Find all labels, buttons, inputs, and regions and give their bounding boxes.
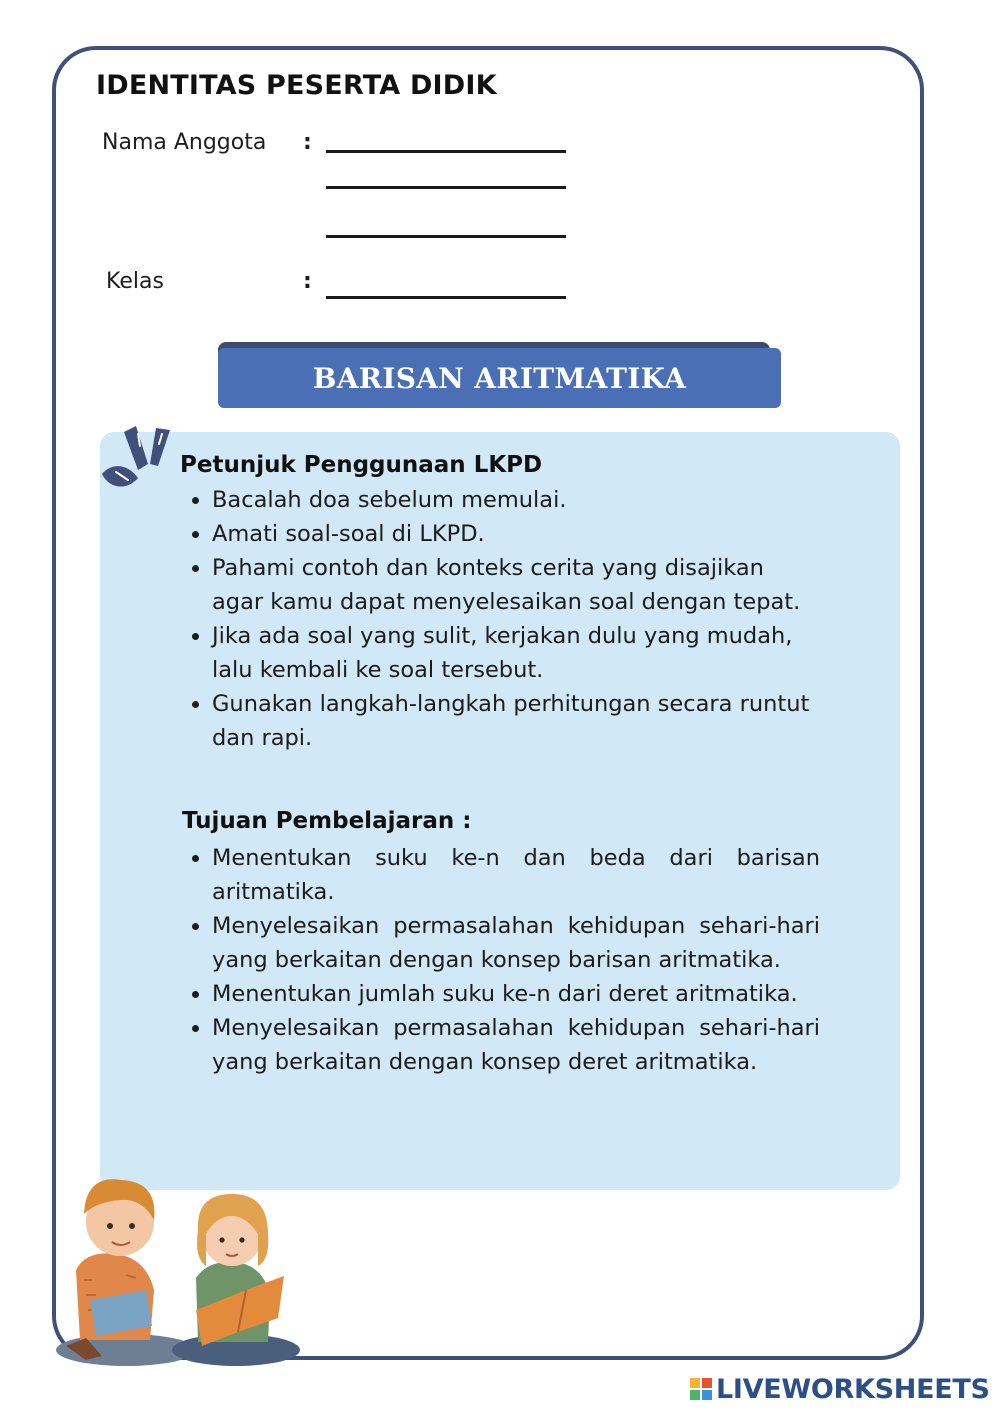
banner-title: BARISAN ARITMATIKA [312, 361, 687, 395]
list-item: • Pahami contoh dan konteks cerita yang disajikan agar kamu dapat menyelesaikan soal dengan tepat. [212, 551, 820, 619]
objectives-title: Tujuan Pembelajaran : [182, 808, 472, 834]
name-input-line-1[interactable] [326, 150, 566, 153]
name-label: Nama Anggota [102, 130, 267, 155]
name-input-line-2[interactable] [326, 186, 566, 189]
instructions-list [182, 483, 820, 755]
name-input-line-3[interactable] [326, 235, 566, 238]
brand-name: LIVEWORKSHEETS [716, 1373, 990, 1405]
list-item: • Menyelesaikan permasalahan kehidupan sehari-hari yang berkaitan dengan konsep deret aritmatika. [212, 1011, 820, 1079]
brand-footer[interactable] [690, 1374, 990, 1404]
list-item: • Bacalah doa sebelum memulai. [212, 483, 820, 517]
burst-accent-icon [96, 424, 182, 498]
title-banner [218, 348, 781, 408]
name-colon: : [303, 130, 312, 155]
list-item: • Jika ada soal yang sulit, kerjakan dulu yang mudah, lalu kembali ke soal tersebut. [212, 619, 820, 687]
liveworksheets-logo-icon [690, 1378, 712, 1400]
children-reading-illustration [46, 1150, 302, 1370]
list-item: • Gunakan langkah-langkah perhitungan secara runtut dan rapi. [212, 687, 820, 755]
list-item: • Menyelesaikan permasalahan kehidupan sehari-hari yang berkaitan dengan konsep barisan aritmatika. [212, 909, 820, 977]
class-label: Kelas [106, 269, 164, 294]
list-item: • Menentukan jumlah suku ke-n dari deret aritmatika. [212, 977, 820, 1011]
class-colon: : [303, 269, 312, 294]
list-item: • Menentukan suku ke-n dan beda dari barisan aritmatika. [212, 841, 820, 909]
objectives-list [182, 841, 820, 1079]
list-item: • Amati soal-soal di LKPD. [212, 517, 820, 551]
identity-title: IDENTITAS PESERTA DIDIK [96, 70, 497, 101]
instructions-title: Petunjuk Penggunaan LKPD [180, 452, 543, 478]
class-input-line[interactable] [326, 296, 566, 299]
